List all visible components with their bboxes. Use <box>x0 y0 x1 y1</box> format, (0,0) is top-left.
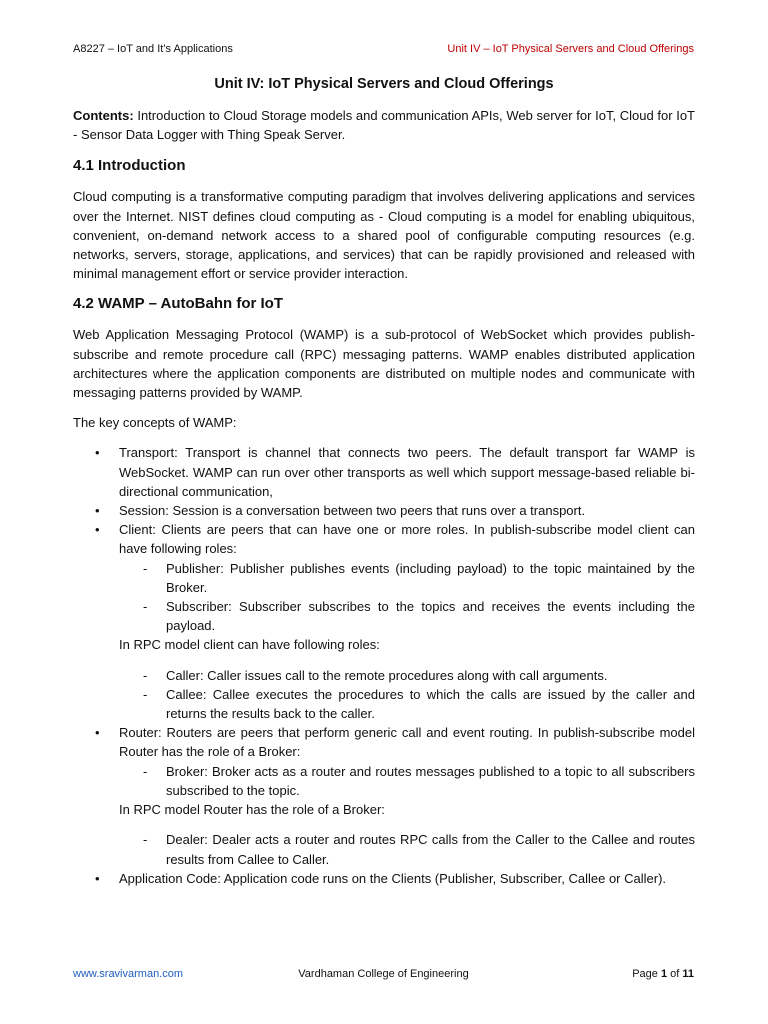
role-publisher: - Publisher: Publisher publishes events (including payload) to the topic maintained by the Broker. <box>119 559 695 597</box>
list-item-application-code: • Application Code: Application code runs on the Clients (Publisher, Subscriber, Callee or Caller). <box>73 869 695 888</box>
header-course-code: A8227 – IoT and It’s Applications <box>73 43 233 55</box>
page-prefix: Page <box>632 968 661 980</box>
rpc-router-roles-intro: In RPC model Router has the role of a Broker: <box>119 802 385 818</box>
role-subscriber: - Subscriber: Subscriber subscribes to the topics and receives the events including the payload. <box>119 597 695 635</box>
document-body <box>73 106 695 888</box>
page-current: 1 <box>660 968 668 980</box>
rpc-client-roles-intro: In RPC model client can have following roles: <box>119 637 380 653</box>
section-heading-wamp: 4.2 WAMP – AutoBahn for IoT <box>73 295 284 313</box>
key-concepts-intro: The key concepts of WAMP: <box>73 415 237 431</box>
page-footer <box>73 968 694 984</box>
role-callee: - Callee: Callee executes the procedures to which the calls are issued by the caller and returns the results back to the caller. <box>119 685 695 723</box>
client-text: Client: Clients are peers that can have one or more roles. In publish-subscribe model client can have following roles: <box>119 522 695 557</box>
page-total: 11 <box>682 968 694 980</box>
contents-text: Introduction to Cloud Storage models and communication APIs, Web server for IoT, Cloud for IoT - Sensor Data Logger with Thing Speak Server. <box>73 108 695 143</box>
contents-label: Contents: <box>73 108 134 123</box>
role-dealer: - Dealer: Dealer acts a router and routes RPC calls from the Caller to the Callee and routes results from Callee to Caller. <box>119 830 695 868</box>
router-text: Router: Routers are peers that perform generic call and event routing. In publish-subscribe model Router has the role of a Broker: <box>119 725 695 760</box>
header-unit-title: Unit IV – IoT Physical Servers and Cloud Offerings <box>447 43 694 55</box>
section-heading-introduction: 4.1 Introduction <box>73 157 186 175</box>
wamp-paragraph: Web Application Messaging Protocol (WAMP) is a sub-protocol of WebSocket which provides publish-subscribe and remote procedure call (RPC) messaging patterns. WAMP enables distributed application architectures where the application components are distributed on multiple nodes and communicate with messaging patterns provided by WAMP. <box>73 327 695 401</box>
list-item-session: • Session: Session is a conversation between two peers that runs over a transport. <box>73 501 695 520</box>
introduction-paragraph: Cloud computing is a transformative computing paradigm that involves delivering applications and services over the Internet. NIST defines cloud computing as - Cloud computing is a model for enabling ubiquitous, convenient, on-demand network access to a shared pool of configurable computing resources (e.g. networks, servers, storage, applications, and services) that can be rapidly provisioned and released with minimal management effort or service provider interaction. <box>73 189 695 282</box>
client-pubsub-roles <box>119 559 695 636</box>
list-item-client <box>73 520 695 723</box>
footer-college-name: Vardhaman College of Engineering <box>298 968 469 980</box>
footer-page-number <box>632 968 694 980</box>
page-header <box>73 43 694 59</box>
role-broker: - Broker: Broker acts as a router and routes messages published to a topic to all subscribers subscribed to the topic. <box>119 762 695 800</box>
role-caller: - Caller: Caller issues call to the remote procedures along with call arguments. <box>119 666 695 685</box>
list-item-transport: • Transport: Transport is channel that connects two peers. The default transport far WAMP is WebSocket. WAMP can run over other transports as well which support message-based reliable bi-directional communication, <box>73 443 695 501</box>
document-title: Unit IV: IoT Physical Servers and Cloud Offerings <box>214 76 554 92</box>
key-concepts-list <box>73 443 695 887</box>
contents-paragraph <box>73 106 695 144</box>
page-of: of <box>667 968 683 980</box>
list-item-router <box>73 723 695 868</box>
router-pubsub-roles <box>119 762 695 800</box>
footer-website-link[interactable]: www.sravivarman.com <box>73 968 184 980</box>
router-rpc-roles <box>119 830 695 868</box>
client-rpc-roles <box>119 666 695 724</box>
